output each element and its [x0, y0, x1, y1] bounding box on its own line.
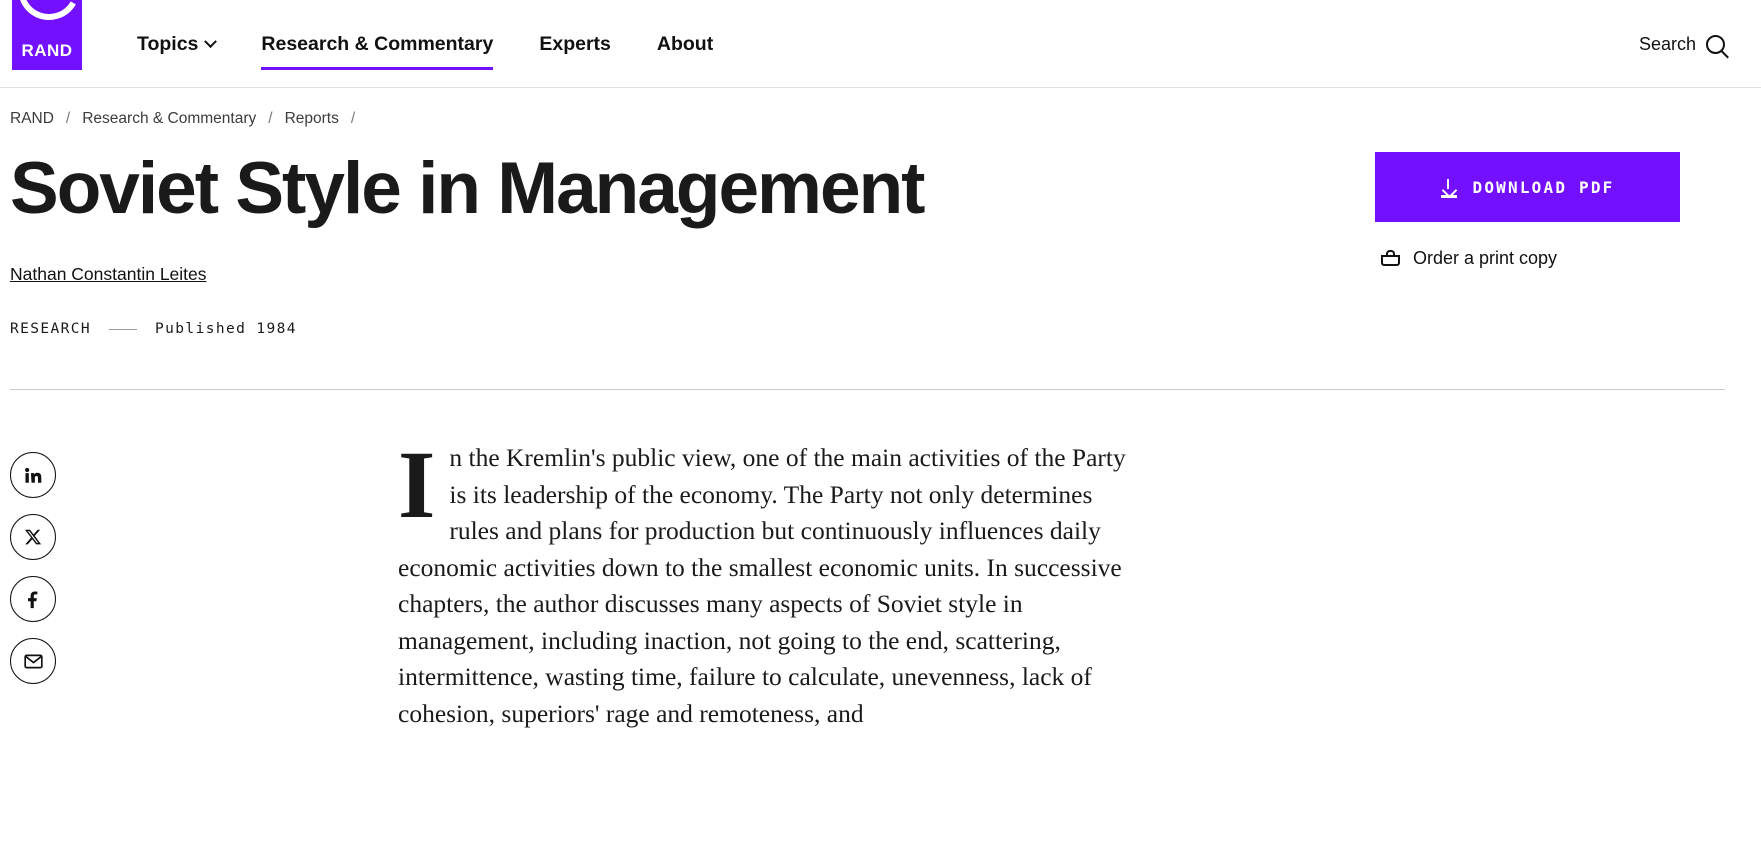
logo-text: RAND	[21, 41, 73, 60]
order-print-copy-label: Order a print copy	[1413, 248, 1558, 268]
page-title: Soviet Style in Management	[10, 148, 924, 229]
cart-icon	[1381, 250, 1401, 268]
search-button[interactable]	[1639, 0, 1725, 88]
breadcrumb-separator: /	[350, 110, 356, 127]
nav-item-topics-label: Topics	[137, 32, 199, 55]
email-share-button[interactable]	[10, 638, 56, 684]
actions-column	[1375, 128, 1725, 337]
abstract-paragraph: n the Kremlin's public view, one of the main activities of the Party is its leadership of the economy. The Party not only determines rules and plans for production but continuously influences daily economic activities down to the smallest economic units. In successive chapters, the author discusses many aspects of Soviet style in management, including inaction, not going to the end, scattering, intermittence, wasting time, failure to calculate, unevenness, lack of cohesion, superiors' rage and remoteness, and	[398, 443, 1126, 728]
logo-swoosh-icon	[12, 0, 82, 27]
x-share-button[interactable]	[10, 514, 56, 560]
chevron-down-icon	[205, 35, 218, 48]
search-label: Search	[1638, 33, 1696, 54]
nav-item-research-commentary-label: Research & Commentary	[261, 32, 494, 55]
meta-divider	[109, 329, 137, 330]
article-abstract	[398, 390, 1143, 732]
download-pdf-button[interactable]	[1375, 152, 1680, 222]
linkedin-icon	[23, 465, 43, 485]
search-icon	[1706, 35, 1725, 54]
nav-item-research-commentary[interactable]	[261, 0, 493, 88]
linkedin-share-button[interactable]	[10, 452, 56, 498]
content-section	[0, 390, 1761, 732]
breadcrumb-separator: /	[268, 110, 273, 127]
publication-meta	[10, 321, 1375, 337]
nav-item-about-label: About	[656, 32, 714, 55]
title-left-column	[10, 128, 1375, 337]
breadcrumb-item-reports[interactable]: Reports	[284, 110, 339, 127]
site-header	[0, 0, 1761, 88]
published-date: Published 1984	[155, 321, 297, 338]
breadcrumb-item-research-commentary[interactable]: Research & Commentary	[82, 110, 257, 127]
drop-cap: I	[398, 431, 436, 539]
facebook-icon	[23, 589, 43, 609]
share-sidebar	[10, 390, 398, 732]
download-icon	[1441, 179, 1457, 196]
breadcrumb-item-rand[interactable]: RAND	[10, 110, 54, 127]
nav-item-about[interactable]	[657, 0, 713, 88]
breadcrumb	[0, 88, 1761, 128]
order-print-copy-button[interactable]	[1375, 248, 1725, 269]
email-icon	[23, 651, 44, 672]
nav-item-topics[interactable]	[137, 0, 215, 88]
breadcrumb-separator: /	[65, 110, 71, 127]
download-pdf-label: DOWNLOAD PDF	[1472, 177, 1615, 197]
rand-logo[interactable]	[12, 0, 82, 70]
author-link[interactable]: Nathan Constantin Leites	[10, 264, 207, 285]
research-type-label: RESEARCH	[10, 321, 92, 338]
nav-item-experts[interactable]	[539, 0, 611, 88]
facebook-share-button[interactable]	[10, 576, 56, 622]
title-section	[0, 128, 1761, 337]
x-twitter-icon	[24, 528, 42, 546]
main-navigation	[137, 0, 759, 88]
nav-item-experts-label: Experts	[539, 32, 611, 55]
